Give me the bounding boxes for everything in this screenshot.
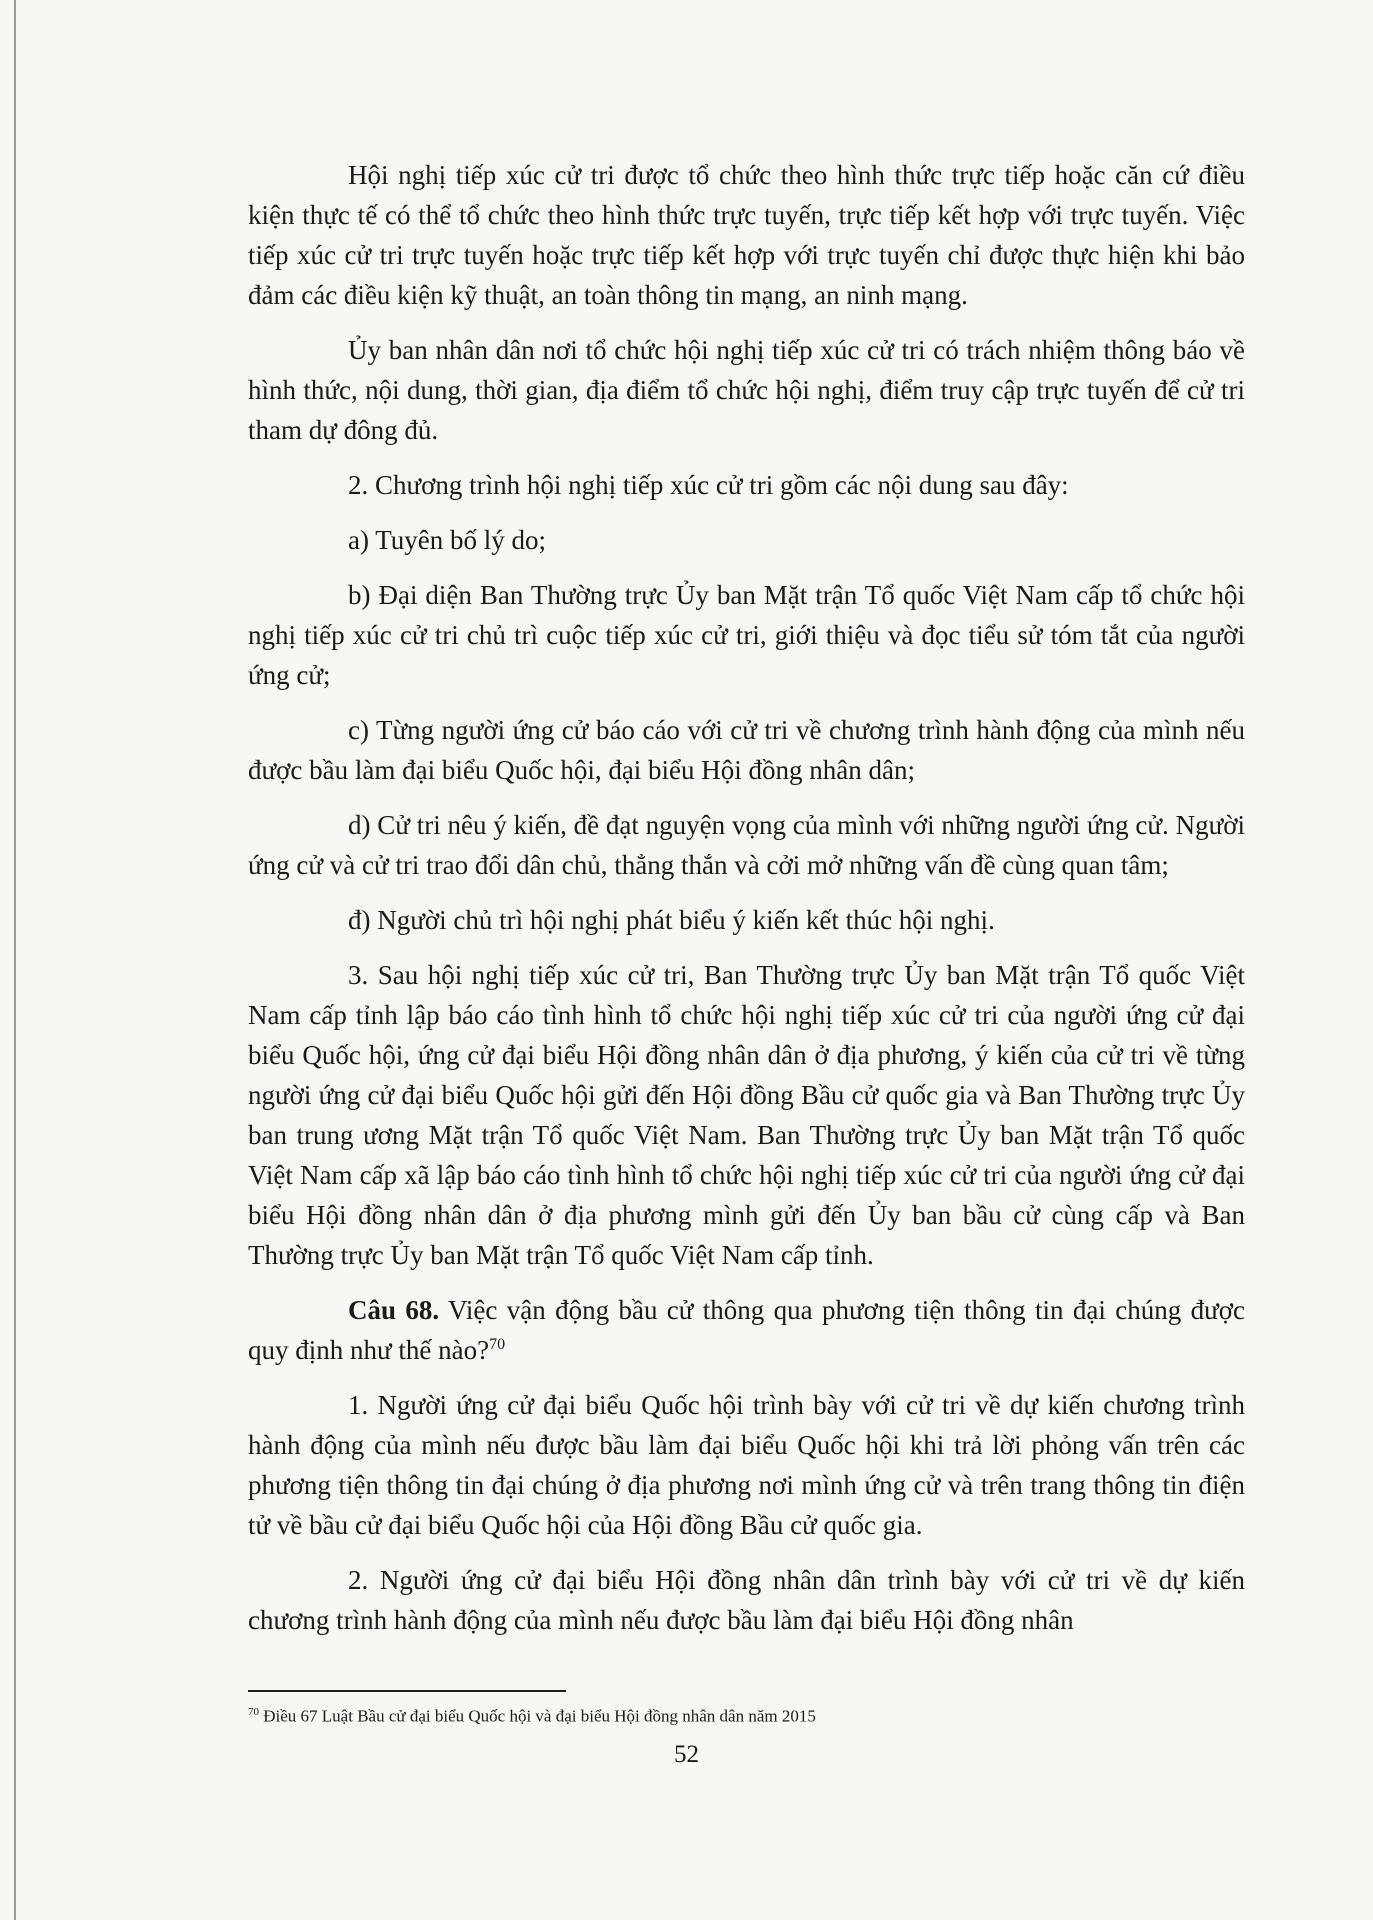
scan-edge bbox=[14, 0, 16, 1920]
paragraph-report: 3. Sau hội nghị tiếp xúc cử tri, Ban Thường trực Ủy ban Mặt trận Tổ quốc Việt Nam cấp tỉnh lập báo cáo tình hình tổ chức hội nghị tiếp xúc cử tri của người ứng cử đại biểu Quốc hội, ứng cử đại biểu Hội đồng nhân dân ở địa phương, ý kiến của cử tri về từng người ứng cử đại biểu Quốc hội gửi đến Hội đồng Bầu cử quốc gia và Ban Thường trực Ủy ban trung ương Mặt trận Tổ quốc Việt Nam. Ban Thường trực Ủy ban Mặt trận Tổ quốc Việt Nam cấp xã lập báo cáo tình hình tổ chức hội nghị tiếp xúc cử tri của người ứng cử đại biểu Hội đồng nhân dân ở địa phương mình gửi đến Ủy ban bầu cử cùng cấp và Ban Thường trực Ủy ban Mặt trận Tổ quốc Việt Nam cấp tỉnh. bbox=[248, 960, 1245, 1270]
footnote-divider bbox=[248, 1690, 566, 1692]
list-item-a: a) Tuyên bố lý do; bbox=[348, 525, 547, 555]
list-item-b: b) Đại diện Ban Thường trực Ủy ban Mặt trận Tổ quốc Việt Nam cấp tổ chức hội nghị tiếp xúc cử tri chủ trì cuộc tiếp xúc cử tri, giới thiệu và đọc tiểu sử tóm tắt của người ứng cử; bbox=[248, 580, 1245, 690]
footnote bbox=[248, 1700, 1245, 1729]
page-number: 52 bbox=[674, 1741, 699, 1768]
answer-paragraph-2: 2. Người ứng cử đại biểu Hội đồng nhân dân trình bày với cử tri về dự kiến chương trình hành động của mình nếu được bầu làm đại biểu Hội đồng nhân bbox=[248, 1565, 1245, 1635]
paragraph-program-intro: 2. Chương trình hội nghị tiếp xúc cử tri gồm các nội dung sau đây: bbox=[348, 470, 1069, 500]
paragraph-committee-notice: Ủy ban nhân dân nơi tổ chức hội nghị tiếp xúc cử tri có trách nhiệm thông báo về hình thức, nội dung, thời gian, địa điểm tổ chức hội nghị, điểm truy cập trực tuyến để cử tri tham dự đông đủ. bbox=[248, 335, 1245, 445]
answer-paragraph-1: 1. Người ứng cử đại biểu Quốc hội trình bày với cử tri về dự kiến chương trình hành động của mình nếu được bầu làm đại biểu Quốc hội khi trả lời phỏng vấn trên các phương tiện thông tin đại chúng ở địa phương nơi mình ứng cử và trên trang thông tin điện tử về bầu cử đại biểu Quốc hội của Hội đồng Bầu cử quốc gia. bbox=[248, 1390, 1245, 1540]
question-label: Câu 68. bbox=[348, 1295, 440, 1325]
list-item-c: c) Từng người ứng cử báo cáo với cử tri về chương trình hành động của mình nếu được bầu làm đại biểu Quốc hội, đại biểu Hội đồng nhân dân; bbox=[248, 715, 1245, 785]
question-68 bbox=[248, 1290, 1245, 1370]
footnote-reference[interactable]: 70 bbox=[489, 1336, 506, 1353]
paragraph-online-meeting: Hội nghị tiếp xúc cử tri được tổ chức theo hình thức trực tiếp hoặc căn cứ điều kiện thực tế có thể tổ chức theo hình thức trực tuyến, trực tiếp kết hợp với trực tuyến. Việc tiếp xúc cử tri trực tuyến hoặc trực tiếp kết hợp với trực tuyến chỉ được thực hiện khi bảo đảm các điều kiện kỹ thuật, an toàn thông tin mạng, an ninh mạng. bbox=[248, 160, 1245, 310]
list-item-dd: đ) Người chủ trì hội nghị phát biểu ý kiến kết thúc hội nghị. bbox=[348, 905, 995, 935]
footnote-text: Điều 67 Luật Bầu cử đại biểu Quốc hội và đại biểu Hội đồng nhân dân năm 2015 bbox=[259, 1706, 816, 1726]
document-body bbox=[248, 155, 1245, 1655]
question-text: Việc vận động bầu cử thông qua phương tiện thông tin đại chúng được quy định như thế nào? bbox=[248, 1295, 1245, 1365]
list-item-d: d) Cử tri nêu ý kiến, đề đạt nguyện vọng của mình với những người ứng cử. Người ứng cử và cử tri trao đổi dân chủ, thẳng thắn và cởi mở những vấn đề cùng quan tâm; bbox=[248, 810, 1245, 880]
footnote-number: 70 bbox=[248, 1706, 259, 1718]
